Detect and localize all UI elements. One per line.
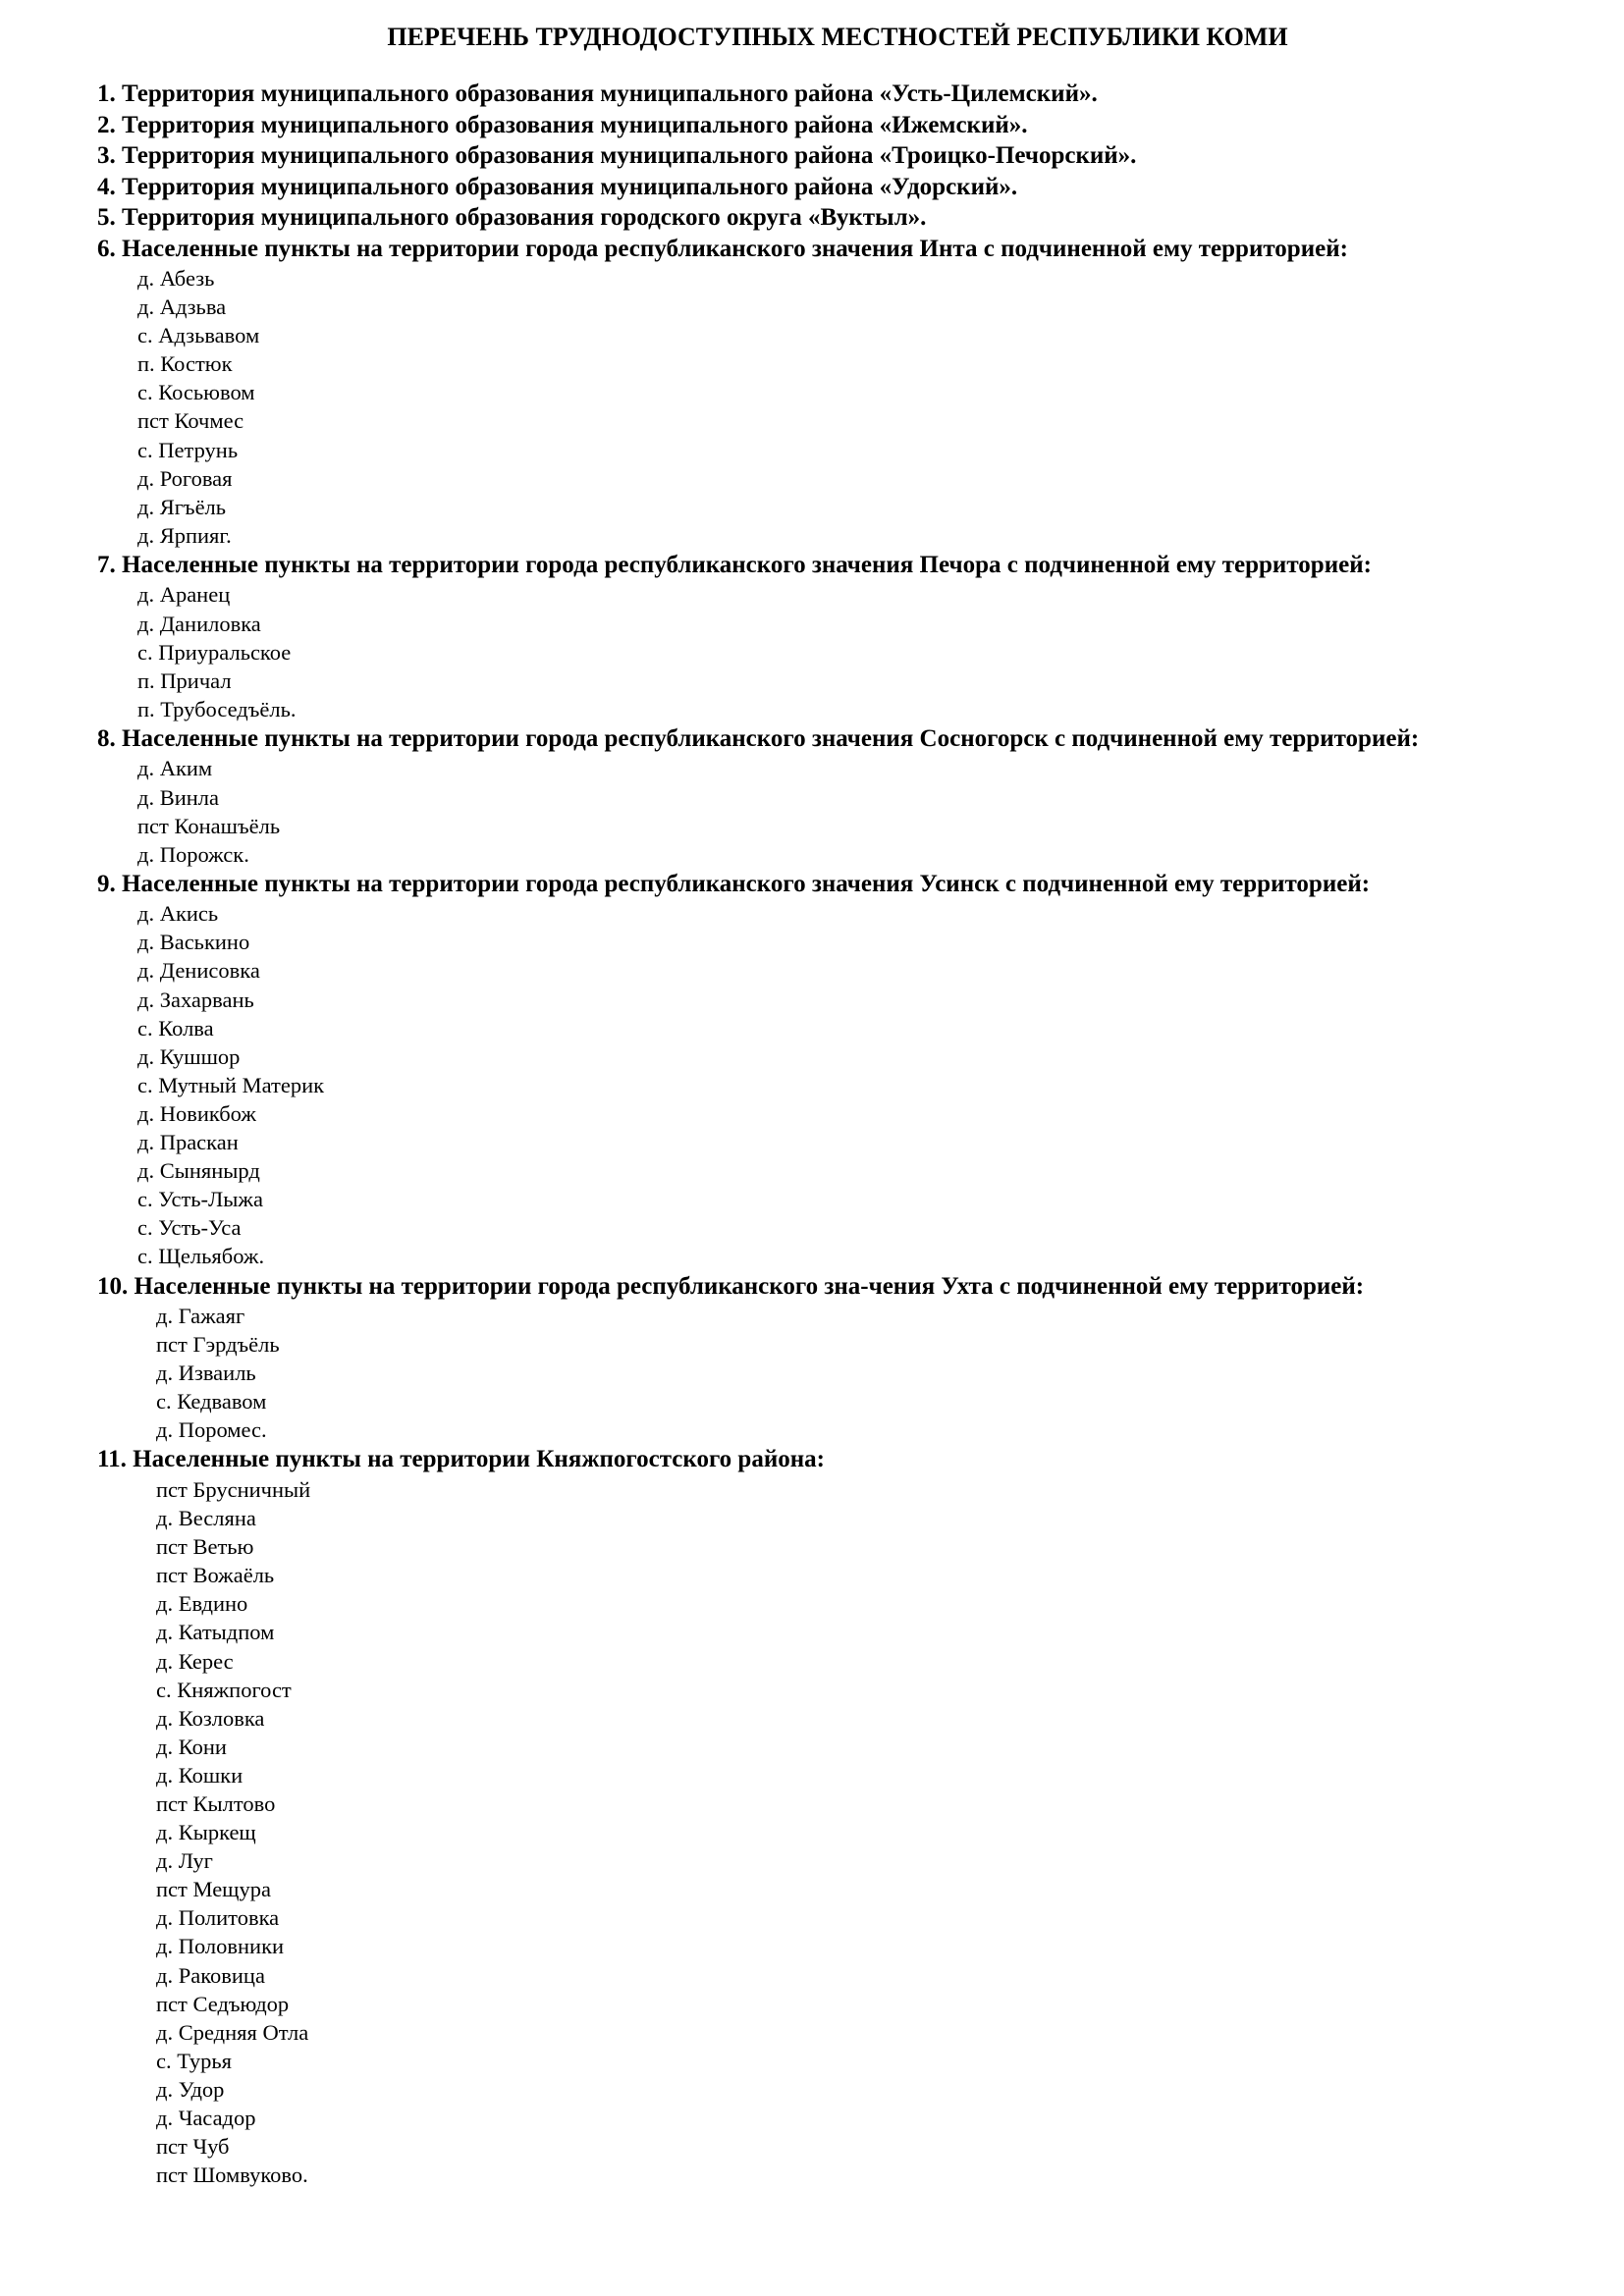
settlement-item: д. Акись: [137, 901, 219, 927]
settlement-item: д. Захарвань: [137, 987, 254, 1012]
settlement-item: пст Вожаёль: [156, 1563, 275, 1588]
settlement-list: [97, 264, 1578, 550]
settlement-item: д. Катыдпом: [156, 1620, 275, 1645]
settlement-item: д. Ягъёль: [137, 494, 227, 519]
settlement-item: д. Кыркещ: [156, 1820, 256, 1845]
settlement-item: д. Гажаяг: [156, 1304, 245, 1328]
settlement-item: д. Сынянырд: [137, 1158, 260, 1184]
section-heading: 2. Территория муниципального образования муниципального района «Ижемский».: [97, 111, 1028, 138]
section-3: [97, 140, 1578, 172]
section-heading: 4. Территория муниципального образования муниципального района «Удорский».: [97, 173, 1018, 200]
section-heading: 9. Населенные пункты на территории города республиканского значения Усинск с подчиненной ему территорией:: [97, 870, 1371, 897]
settlement-item: д. Политовка: [156, 1905, 280, 1931]
settlement-item: д. Денисовка: [137, 958, 260, 984]
settlement-item: с. Петрунь: [137, 437, 239, 462]
settlement-item: д. Абезь: [137, 266, 215, 291]
settlement-item: д. Раковица: [156, 1962, 265, 1988]
section-7: [97, 550, 1578, 723]
settlement-item: д. Даниловка: [137, 611, 261, 636]
sections-container: [97, 79, 1578, 2189]
section-9: [97, 869, 1578, 1271]
settlement-item: д. Козловка: [156, 1705, 265, 1731]
settlement-item: д. Праскан: [137, 1130, 239, 1155]
settlement-item: д. Луг: [156, 1848, 213, 1874]
settlement-item: д. Часадор: [156, 2106, 256, 2131]
section-6: [97, 234, 1578, 550]
settlement-item: д. Кушшор: [137, 1043, 241, 1069]
section-10: [97, 1271, 1578, 1445]
settlement-item: д. Васькино: [137, 930, 250, 955]
section-heading: 8. Населенные пункты на территории города республиканского значения Сосногорск с подчиненной ему территорией:: [97, 724, 1420, 752]
section-1: [97, 79, 1578, 110]
settlement-item: с. Мутный Материк: [137, 1072, 325, 1097]
section-heading: 5. Территория муниципального образования городского округа «Вуктыл».: [97, 204, 927, 231]
settlement-list: [97, 580, 1578, 722]
settlement-item: д. Кошки: [156, 1762, 244, 1788]
settlement-item: д. Весляна: [156, 1506, 256, 1531]
section-4: [97, 172, 1578, 203]
settlement-item: д. Аранец: [137, 582, 231, 608]
settlement-item: с. Княжпогост: [156, 1677, 292, 1702]
section-11: [97, 1444, 1578, 2189]
settlement-item: д. Адзьва: [137, 294, 227, 320]
settlement-item: д. Порожск.: [137, 841, 249, 867]
section-2: [97, 110, 1578, 141]
section-heading: 11. Населенные пункты на территории Княжпогостского района:: [97, 1446, 825, 1473]
settlement-item: пст Гэрдъёль: [156, 1332, 280, 1358]
settlement-item: д. Аким: [137, 756, 213, 781]
settlement-item: пст Кылтово: [156, 1791, 276, 1816]
document-title: ПЕРЕЧЕНЬ ТРУДНОДОСТУПНЫХ МЕСТНОСТЕЙ РЕСПУБЛИКИ КОМИ: [387, 23, 1288, 51]
settlement-item: с. Колва: [137, 1015, 214, 1041]
document-page: [97, 20, 1578, 2189]
settlement-item: пст Мещура: [156, 1877, 271, 1902]
section-5: [97, 202, 1578, 234]
settlement-list: [97, 754, 1578, 868]
settlement-item: д. Роговая: [137, 465, 233, 491]
settlement-item: д. Новикбож: [137, 1100, 256, 1126]
settlement-item: д. Средняя Отла: [156, 2019, 309, 2045]
section-heading: 6. Населенные пункты на территории города республиканского значения Инта с подчиненной ему территорией:: [97, 235, 1348, 262]
section-heading: 1. Территория муниципального образования муниципального района «Усть-Цилемский».: [97, 80, 1098, 107]
settlement-item: д. Ярпияг.: [137, 522, 232, 548]
settlement-item: с. Турья: [156, 2048, 232, 2073]
settlement-item: с. Косьювом: [137, 380, 255, 405]
settlement-item: д. Удор: [156, 2076, 225, 2102]
settlement-list: [97, 899, 1578, 1270]
section-heading: 10. Населенные пункты на территории города республиканского зна-чения Ухта с подчиненной ему территорией:: [97, 1272, 1365, 1300]
settlement-item: с. Усть-Лыжа: [137, 1187, 263, 1212]
settlement-item: д. Винла: [137, 784, 220, 810]
settlement-item: пст Конашъёль: [137, 813, 281, 838]
settlement-item: п. Причал: [137, 667, 232, 693]
settlement-item: п. Трубоседъёль.: [137, 696, 297, 721]
settlement-item: пст Ветью: [156, 1534, 254, 1560]
settlement-item: д. Евдино: [156, 1591, 248, 1617]
settlement-item: с. Адзьвавом: [137, 323, 260, 348]
settlement-item: д. Кони: [156, 1734, 227, 1759]
settlement-item: с. Кедвавом: [156, 1389, 267, 1415]
settlement-item: д. Керес: [156, 1648, 234, 1674]
settlement-item: д. Поромес.: [156, 1417, 267, 1443]
settlement-list: [97, 1475, 1578, 2189]
section-heading: 3. Территория муниципального образования муниципального района «Троицко-Печорский».: [97, 142, 1137, 169]
settlement-item: д. Половники: [156, 1934, 285, 1959]
section-8: [97, 723, 1578, 869]
settlement-item: пст Седъюдор: [156, 1991, 290, 2016]
settlement-item: с. Усть-Уса: [137, 1215, 242, 1241]
settlement-item: с. Приуральское: [137, 639, 292, 665]
settlement-item: пст Чуб: [156, 2134, 230, 2160]
section-heading: 7. Населенные пункты на территории города республиканского значения Печора с подчиненной ему территорией:: [97, 551, 1372, 578]
settlement-item: пст Шомвуково.: [156, 2163, 308, 2188]
settlement-item: д. Изваиль: [156, 1361, 256, 1386]
settlement-item: с. Щельябож.: [137, 1244, 265, 1269]
settlement-item: пст Кочмес: [137, 408, 244, 434]
settlement-item: пст Брусничный: [156, 1476, 311, 1502]
settlement-list: [97, 1302, 1578, 1444]
settlement-item: п. Костюк: [137, 351, 233, 377]
